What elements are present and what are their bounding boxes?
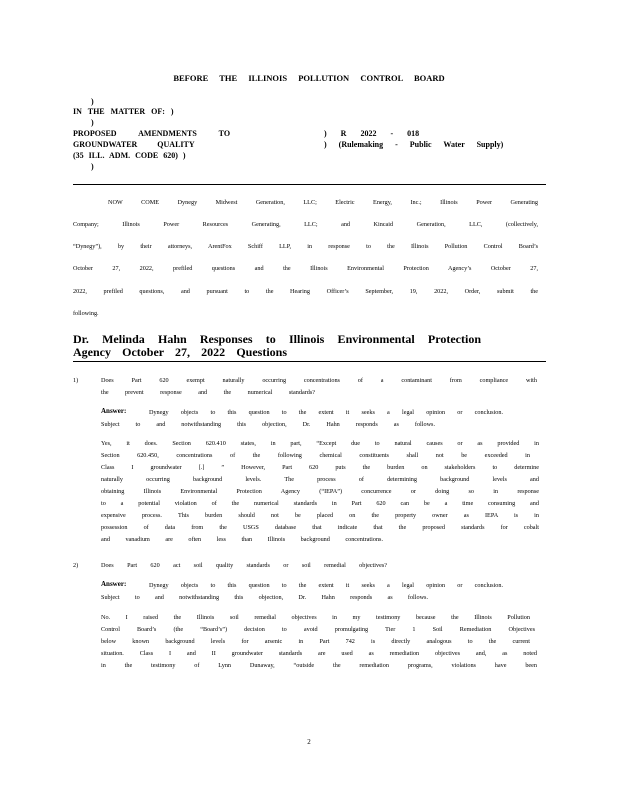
answer-label: Answer: xyxy=(101,407,127,415)
caption-groundwater-quality: GROUNDWATER QUALITY xyxy=(73,140,195,149)
answer-body-line: Yes, it does. Section 620.410 states, in part, “Except due to natural causes or as provided in xyxy=(101,440,539,447)
question-text: the prevent response and the numerical standards? xyxy=(101,389,315,396)
question-text: Does Part 620 act soil quality standards or soil remedial objectives? xyxy=(101,562,387,569)
question-number: 1) xyxy=(73,377,79,384)
answer-body-line: in the testimony of Lynn Dunaway, “outside the remediation programs, violations have been xyxy=(101,662,537,669)
answer-body-line: to a potential violation of the numerical standards in Part 620 can be a time consuming and xyxy=(101,500,539,507)
answer-text: Dynegy objects to this question to the extent it seeks a legal opinion or conclusion. xyxy=(149,409,503,416)
answer-text: Subject to and notwithstanding this objection, Dr. Hahn responds as follows. xyxy=(101,594,428,601)
caption-in-the-matter: IN THE MATTER OF: ) xyxy=(73,107,174,116)
answer-text: Dynegy objects to this question to the extent it seeks a legal opinion or conclusion. xyxy=(149,582,503,589)
answer-text: Subject to and notwithstanding this objection, Dr. Hahn responds as follows. xyxy=(101,421,435,428)
answer-body-line: and vanadium are often less than Illinois background concentrations. xyxy=(101,536,383,543)
caption-paren: ) xyxy=(91,118,94,127)
intro-line: NOW COME Dynegy Midwest Generation, LLC; Electric Energy, Inc.; Illinois Power Generating xyxy=(108,199,538,206)
answer-body-line: Section 620.450, concentrations of the following chemical constituents shall not be exceeded in xyxy=(101,452,530,459)
section-heading: Agency October 27, 2022 Questions xyxy=(73,345,287,359)
answer-label: Answer: xyxy=(101,580,127,588)
intro-line: October 27, 2022, prefiled questions and the Illinois Environmental Protection Agency’s October 27, xyxy=(73,265,538,272)
answer-body-line: below known background levels for arsenic in Part 742 is directly analogous to the current xyxy=(101,638,530,645)
answer-body-line: No. I raised the Illinois soil remedial objectives in my testimony because the Illinois Pollution xyxy=(101,614,530,621)
intro-line: Company; Illinois Power Resources Generating, LLC; and Kincaid Generation, LLC, (collectively, xyxy=(73,221,538,228)
answer-body-line: situation. Class I and II groundwater standards are used as remediation objectives and, as noted xyxy=(101,650,537,657)
question-text: Does Part 620 exempt naturally occurring concentrations of a contaminant from compliance with xyxy=(101,377,537,384)
answer-body-line: naturally occurring background levels. The process of determining background levels and xyxy=(101,476,539,483)
answer-body-line: Control Board’s (the “Board’s”) decision to avoid promulgating Tier 1 Soil Remediation Objectives xyxy=(101,626,535,633)
answer-body-line: obtaining Illinois Environmental Protection Agency (“IEPA”) concurrence or doing so in response xyxy=(101,488,539,495)
caption-proposed-amendments: PROPOSED AMENDMENTS TO xyxy=(73,129,231,138)
caption-paren: ) xyxy=(91,97,94,106)
caption-paren: ) xyxy=(91,162,94,171)
caption-rulemaking: ) (Rulemaking - Public Water Supply) xyxy=(324,140,504,149)
section-heading: Dr. Melinda Hahn Responses to Illinois Environmental Protection xyxy=(73,332,481,346)
intro-line: 2022, prefiled questions, and pursuant to the Hearing Officer’s September, 19, 2022, Order, submit the xyxy=(73,288,538,295)
answer-body-line: Class I groundwater [.] ” However, Part 620 puts the burden on stakeholders to determine xyxy=(101,464,539,471)
document-title: BEFORE THE ILLINOIS POLLUTION CONTROL BOARD xyxy=(173,73,445,83)
heading-divider xyxy=(73,361,546,362)
caption-divider xyxy=(73,184,546,185)
answer-body-line: possession of data from the USGS database that indicate that the proposed standards for cobalt xyxy=(101,524,539,531)
intro-line: “Dynegy”), by their attorneys, ArentFox Schiff LLP, in response to the Illinois Pollution Control Board’s xyxy=(73,243,538,250)
caption-code: (35 ILL. ADM. CODE 620) ) xyxy=(73,151,186,160)
answer-body-line: expensive process. This burden should not be placed on the property owner as IEPA is in xyxy=(101,512,539,519)
caption-docket-number: ) R 2022 - 018 xyxy=(324,129,420,138)
question-number: 2) xyxy=(73,562,79,569)
intro-line: following. xyxy=(73,310,99,317)
page-number: 2 xyxy=(307,738,311,746)
